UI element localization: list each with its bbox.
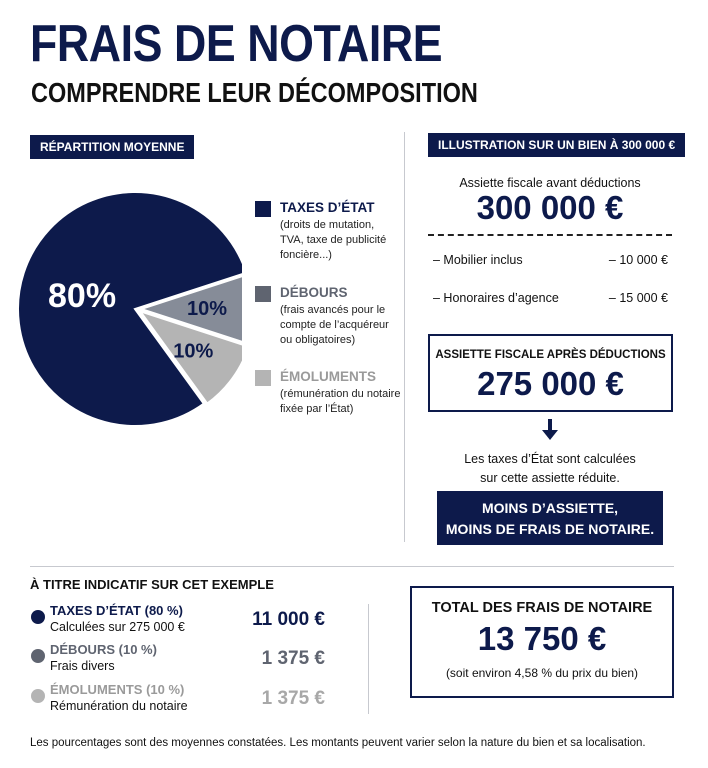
breakdown-pct: (80 %) <box>144 603 183 618</box>
after-caption: ASSIETTE FISCALE APRÈS DÉDUCTIONS <box>435 349 666 361</box>
legend-desc-line: foncière...) <box>280 249 332 261</box>
bullet-dot-navy <box>31 610 45 624</box>
footnote: Les pourcentages sont des moyennes constatées. Les montants peuvent varier selon la nature du bien et sa localisation. <box>30 737 646 749</box>
cta-line: MOINS DE FRAIS DE NOTAIRE. <box>445 521 655 537</box>
pie-label-emoluments: 10% <box>173 340 214 363</box>
deduction-amount: – 15 000 € <box>608 291 668 305</box>
breakdown-title-text: ÉMOLUMENTS <box>50 682 143 697</box>
vertical-divider-bottom <box>368 604 369 714</box>
deduction-label: – Mobilier inclus <box>433 253 523 267</box>
total-value: 13 750 € <box>477 620 607 657</box>
pie-chart <box>18 192 242 432</box>
vertical-divider <box>404 132 405 542</box>
page-subtitle: COMPRENDRE LEUR DÉCOMPOSITION <box>31 77 478 108</box>
breakdown-title-text: TAXES D’ÉTAT <box>50 603 141 618</box>
after-deduction-box <box>428 334 673 412</box>
legend-swatch-gray <box>255 286 271 302</box>
pie-label-debours: 10% <box>186 298 228 320</box>
legend-item-debours <box>255 285 405 348</box>
legend-item-taxes <box>255 200 405 263</box>
deduction-amount: – 10 000 € <box>608 253 668 267</box>
page-title: FRAIS DE NOTAIRE <box>30 15 443 73</box>
breakdown-amount: 1 375 € <box>261 648 325 669</box>
breakdown-title <box>50 682 184 697</box>
breakdown-title <box>50 642 157 657</box>
legend-desc-line: fixée par l’État) <box>280 403 354 415</box>
base-value: 300 000 € <box>476 189 624 226</box>
horizontal-divider <box>30 566 674 567</box>
example-label: À TITRE INDICATIF SUR CET EXEMPLE <box>30 577 274 592</box>
bullet-dot-light-gray <box>31 689 45 703</box>
dashed-divider <box>428 234 672 236</box>
breakdown-amount: 11 000 € <box>252 609 325 630</box>
legend-desc-line: (droits de mutation, <box>280 219 375 231</box>
legend-desc-line: ou obligatoires) <box>280 334 356 346</box>
legend-item-emoluments <box>255 369 405 417</box>
breakdown-title-text: DÉBOURS <box>50 642 116 657</box>
section-label-repartition: RÉPARTITION MOYENNE <box>30 135 194 159</box>
breakdown-sub: Rémunération du notaire <box>50 699 188 713</box>
breakdown-pct: (10 %) <box>118 642 157 657</box>
total-box <box>410 586 674 698</box>
breakdown-sub: Frais divers <box>50 659 115 673</box>
base-caption: Assiette fiscale avant déductions <box>459 176 641 190</box>
total-label: TOTAL DES FRAIS DE NOTAIRE <box>431 600 653 616</box>
legend-swatch-navy <box>255 201 271 217</box>
breakdown-amount: 1 375 € <box>261 688 325 709</box>
breakdown-title <box>50 603 183 618</box>
legend-desc-line: (frais avancés pour le <box>280 304 386 316</box>
breakdown-sub: Calculées sur 275 000 € <box>50 620 185 634</box>
total-note: (soit environ 4,58 % du prix du bien) <box>445 666 639 680</box>
deduction-label: – Honoraires d’agence <box>433 291 559 305</box>
calc-note <box>428 450 672 488</box>
legend-title: ÉMOLUMENTS <box>280 369 376 384</box>
pie-label-taxes: 80% <box>48 277 117 316</box>
bullet-dot-gray <box>31 649 45 663</box>
legend-desc-line: compte de l’acquéreur <box>280 319 389 331</box>
calc-note-line: sur cette assiette réduite. <box>480 471 620 485</box>
cta-line: MOINS D’ASSIETTE, <box>481 500 619 516</box>
section-label-illustration: ILLUSTRATION SUR UN BIEN À 300 000 € <box>428 133 685 157</box>
legend-title: DÉBOURS <box>280 285 348 300</box>
legend-title: TAXES D’ÉTAT <box>280 200 375 215</box>
legend-swatch-light-gray <box>255 370 271 386</box>
legend-desc-line: (rémunération du notaire <box>280 388 401 400</box>
calc-note-line: Les taxes d’État sont calculées <box>464 452 636 466</box>
cta-banner <box>437 491 663 545</box>
arrow-down-icon <box>542 419 558 441</box>
legend-desc-line: TVA, taxe de publicité <box>280 234 387 246</box>
breakdown-pct: (10 %) <box>146 682 185 697</box>
after-value: 275 000 € <box>477 365 624 402</box>
